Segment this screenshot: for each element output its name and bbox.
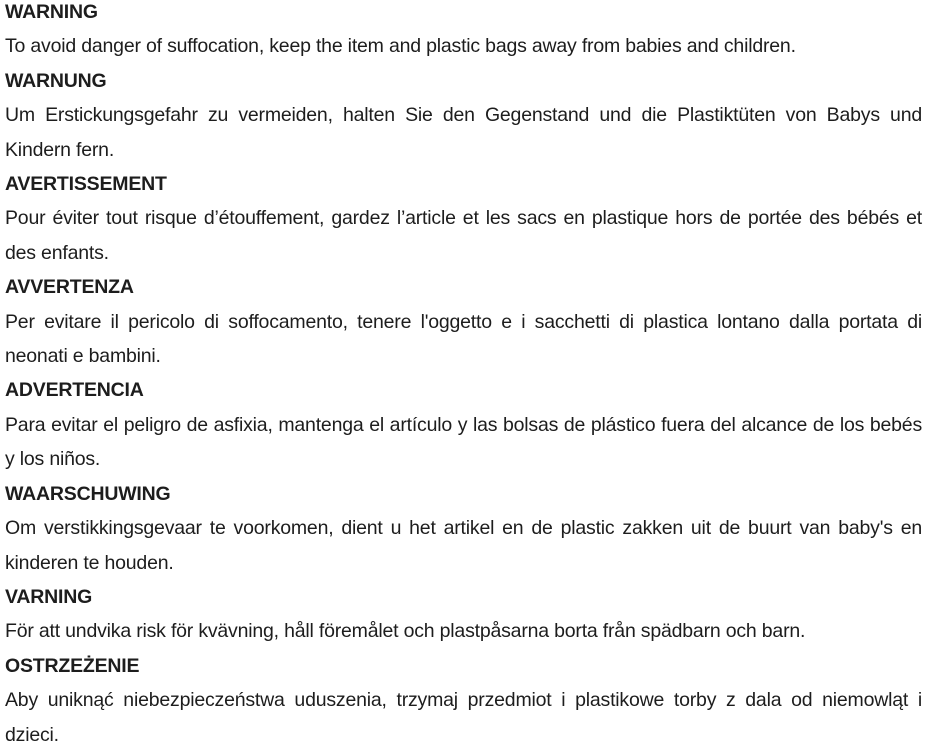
- section-body-english: To avoid danger of suffocation, keep the item and plastic bags away from babies and children.: [5, 35, 796, 58]
- warning-section-polish: [5, 649, 922, 752]
- section-heading-swedish: VARNING: [5, 585, 93, 608]
- section-body-italian: Per evitare il pericolo di soffocamento, tenere l'oggetto e i sacchetti di plastica lontano dalla portata di neonati e bambini.: [5, 310, 922, 368]
- warning-section-italian: [5, 270, 922, 373]
- section-body-polish: Aby uniknąć niebezpieczeństwa uduszenia, trzymaj przedmiot i plastikowe torby z dala od niemowląt i dzieci.: [5, 689, 922, 746]
- section-body-swedish: För att undvika risk för kvävning, håll föremålet och plastpåsarna borta från spädbarn och barn.: [5, 620, 806, 643]
- warning-section-english: [5, 0, 922, 64]
- warning-section-spanish: [5, 373, 922, 476]
- section-heading-spanish: ADVERTENCIA: [5, 379, 144, 402]
- section-body-dutch: Om verstikkingsgevaar te voorkomen, dient u het artikel en de plastic zakken uit de buurt van baby's en kinderen te houden.: [5, 517, 922, 574]
- warning-section-german: [5, 64, 922, 167]
- section-heading-german: WARNUNG: [5, 69, 107, 92]
- section-heading-italian: AVVERTENZA: [5, 276, 134, 299]
- section-heading-polish: OSTRZEŻENIE: [5, 654, 140, 677]
- section-body-spanish: Para evitar el peligro de asfixia, mantenga el artículo y las bolsas de plástico fuera del alcance de los bebés y los niños.: [5, 413, 922, 471]
- warning-section-swedish: [5, 580, 922, 649]
- warning-section-dutch: [5, 477, 922, 580]
- section-heading-dutch: WAARSCHUWING: [5, 482, 171, 505]
- section-body-german: Um Erstickungsgefahr zu vermeiden, halten Sie den Gegenstand und die Plastiktüten von Babys und Kindern fern.: [5, 104, 922, 161]
- section-body-french: Pour éviter tout risque d’étouffement, gardez l’article et les sacs en plastique hors de portée des bébés et des enfants.: [5, 207, 922, 264]
- section-heading-english: WARNING: [5, 1, 98, 23]
- warning-section-french: [5, 167, 922, 270]
- section-heading-french: AVERTISSEMENT: [5, 173, 167, 196]
